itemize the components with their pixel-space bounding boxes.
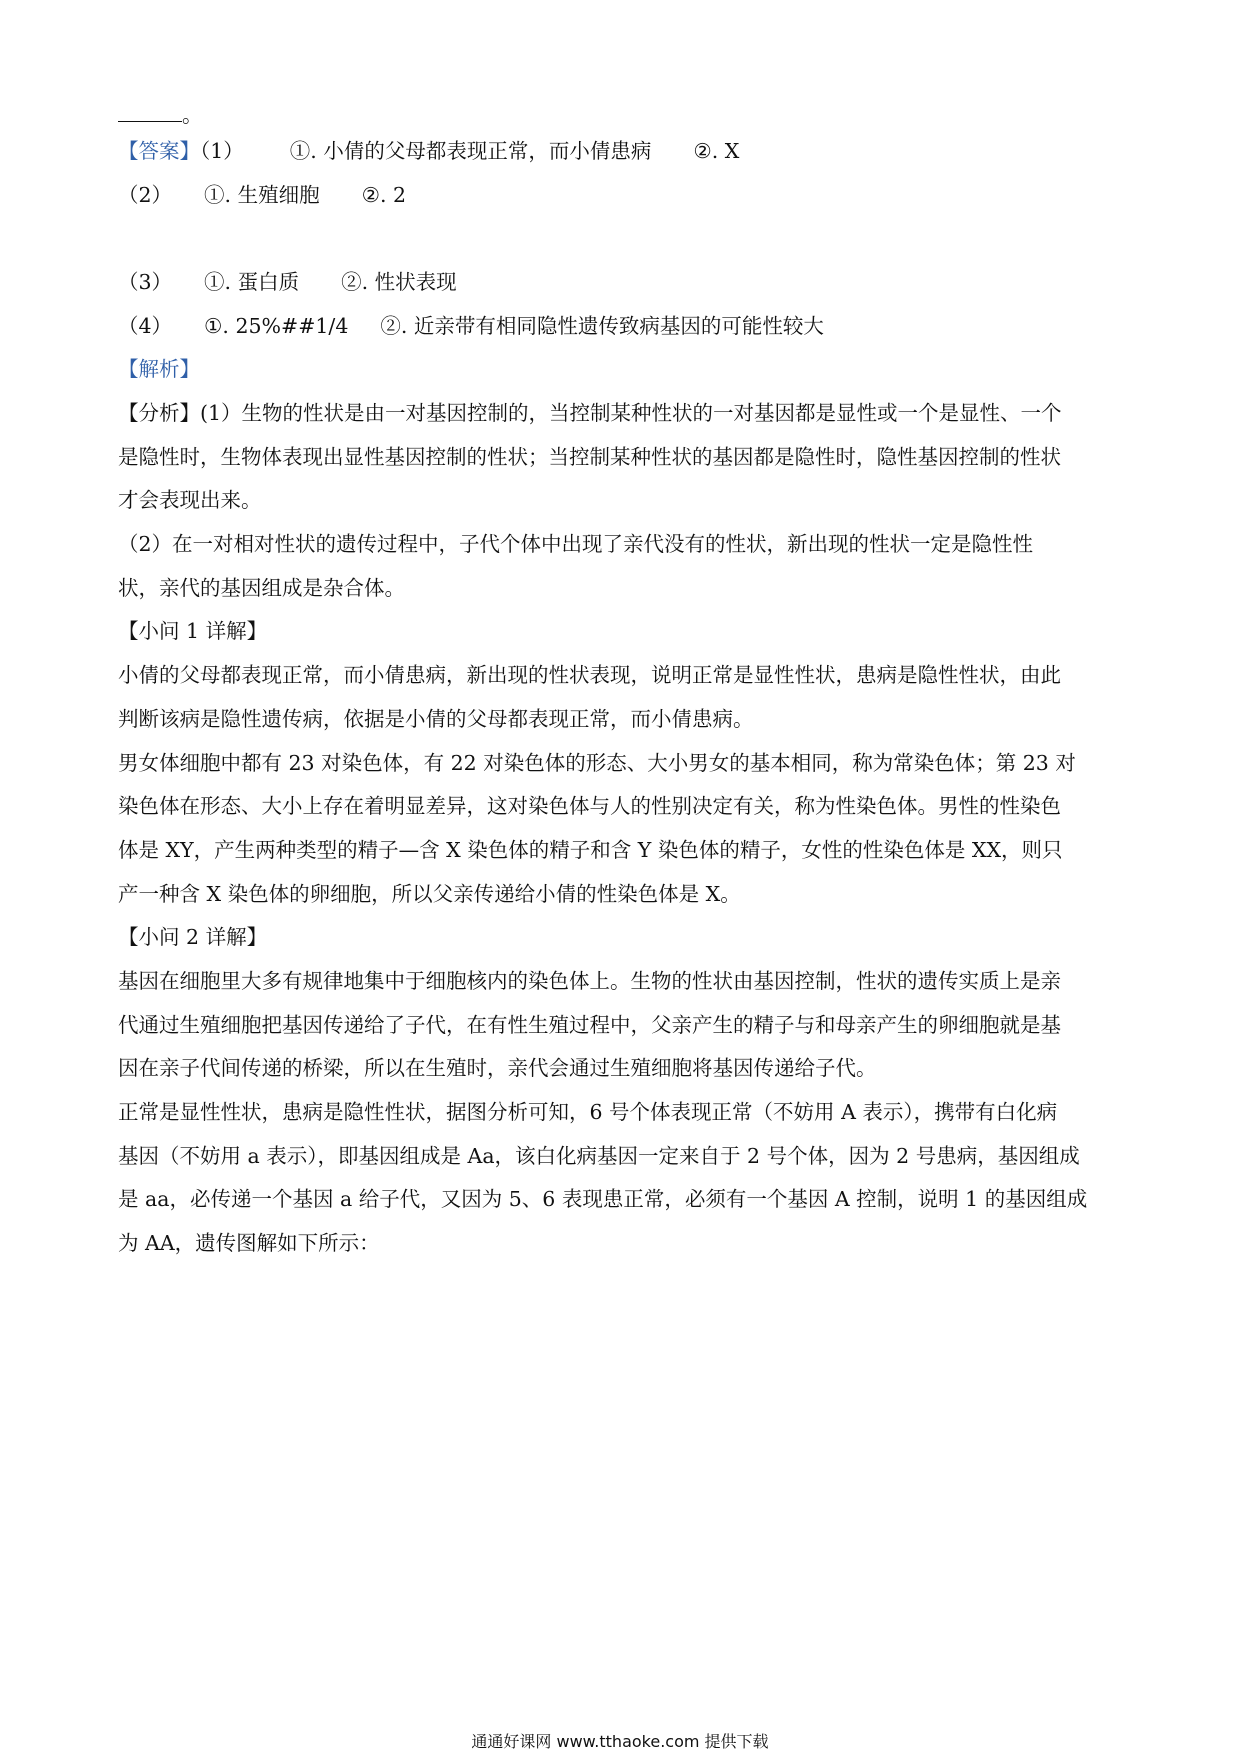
page-footer: 通通好课网 www.tthaoke.com 提供下载 <box>471 1732 769 1751</box>
answer-q1 <box>118 138 1128 164</box>
sub2-line: 基因在细胞里大多有规律地集中于细胞核内的染色体上。生物的性状由基因控制，性状的遗传实质上是亲 <box>118 969 1061 993</box>
analysis-line: 是隐性时，生物体表现出显性基因控制的性状；当控制某种性状的基因都是隐性时，隐性基因控制的性状 <box>118 445 1061 469</box>
sub1-line: 判断该病是隐性遗传病，依据是小倩的父母都表现正常，而小倩患病。 <box>118 707 754 731</box>
answer-q3 <box>118 269 1128 295</box>
sub2-line: 正常是显性性状，患病是隐性性状，据图分析可知，6 号个体表现正常（不妨用 A 表示），携带有白化病 <box>118 1100 1058 1124</box>
analysis-label: 【解析】 <box>118 357 200 381</box>
sub1-line: 小倩的父母都表现正常，而小倩患病，新出现的性状表现，说明正常是显性性状，患病是隐性性状，由此 <box>118 663 1061 687</box>
q3-answer-b: ②. 性状表现 <box>341 270 457 294</box>
sub2-line: 是 aa，必传递一个基因 a 给子代，又因为 5、6 表现患正常，必须有一个基因 A 控制，说明 1 的基因组成 <box>118 1187 1088 1211</box>
sub1-line: 体是 XY，产生两种类型的精子—含 X 染色体的精子和含 Y 染色体的精子，女性的性染色体是 XX，则只 <box>118 838 1063 862</box>
answer-q4 <box>118 313 1128 339</box>
sub2-line: 为 AA，遗传图解如下所示： <box>118 1231 380 1255</box>
sub2-line: 因在亲子代间传递的桥梁，所以在生殖时，亲代会通过生殖细胞将基因传递给子代。 <box>118 1056 877 1080</box>
q4-answer-b: ②. 近亲带有相同隐性遗传致病基因的可能性较大 <box>380 314 824 338</box>
q1-number: （1） <box>200 139 244 163</box>
answer-blank-line <box>118 102 1128 128</box>
sub1-line: 男女体细胞中都有 23 对染色体，有 22 对染色体的形态、大小男女的基本相同，称为常染色体；第 23 对 <box>118 751 1076 775</box>
sub2-line: 基因（不妨用 a 表示），即基因组成是 Aa，该白化病基因一定来自于 2 号个体，因为 2 号患病，基因组成 <box>118 1144 1080 1168</box>
sub2-heading: 【小问 2 详解】 <box>118 925 268 949</box>
analysis-line: 状，亲代的基因组成是杂合体。 <box>118 576 405 600</box>
q2-answer-a: ①. 生殖细胞 <box>204 183 320 207</box>
q4-answer-a: ①. 25%##1/4 <box>204 314 349 338</box>
fill-in-blank <box>118 103 182 122</box>
analysis-line: 【分析】(1）生物的性状是由一对基因控制的，当控制某种性状的一对基因都是显性或一个是显性、一个 <box>118 401 1062 425</box>
end-mark: 。 <box>182 103 203 127</box>
sub1-line: 产一种含 X 染色体的卵细胞，所以父亲传递给小倩的性染色体是 X。 <box>118 882 741 906</box>
sub2-line: 代通过生殖细胞把基因传递给了子代，在有性生殖过程中，父亲产生的精子与和母亲产生的卵细胞就是基 <box>118 1013 1061 1037</box>
q1-answer-b: ②. X <box>693 139 740 163</box>
q3-number: （3） <box>118 270 173 294</box>
sub1-heading: 【小问 1 详解】 <box>118 619 268 643</box>
analysis-line: 才会表现出来。 <box>118 488 262 512</box>
analysis-line: （2）在一对相对性状的遗传过程中，子代个体中出现了亲代没有的性状，新出现的性状一定是隐性性 <box>118 532 1034 556</box>
q4-number: （4） <box>118 314 173 338</box>
answer-q2 <box>118 182 1128 208</box>
q3-answer-a: ①. 蛋白质 <box>204 270 300 294</box>
q1-answer-a: ①. 小倩的父母都表现正常，而小倩患病 <box>289 139 652 163</box>
q2-answer-b: ②. 2 <box>361 183 407 207</box>
q2-number: （2） <box>118 183 173 207</box>
sub1-line: 染色体在形态、大小上存在着明显差异，这对染色体与人的性别决定有关，称为性染色体。男性的性染色 <box>118 794 1061 818</box>
answer-label: 【答案】 <box>118 139 200 163</box>
